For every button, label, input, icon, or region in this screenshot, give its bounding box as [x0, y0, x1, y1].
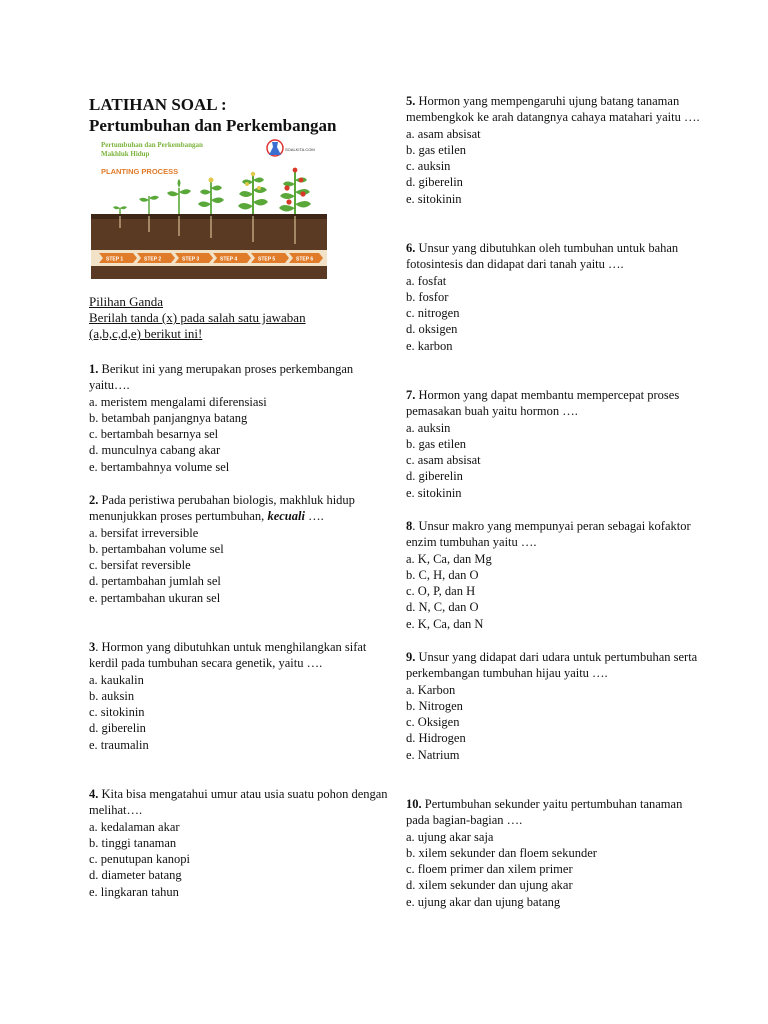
option-c: c. sitokinin [89, 705, 145, 720]
option-e: e. K, Ca, dan N [406, 616, 484, 631]
option-b: b. fosfor [406, 289, 449, 304]
option-c: c. floem primer dan xilem primer [406, 862, 573, 877]
option-b: b. Nitrogen [406, 698, 463, 713]
question-stem [406, 387, 706, 420]
option-e: e. karbon [406, 338, 453, 353]
option-list [89, 672, 389, 753]
option-list [406, 420, 706, 501]
option-d: d. oksigen [406, 322, 458, 337]
option-b: b. tinggi tanaman [89, 835, 177, 850]
question-stem [89, 492, 389, 525]
question-stem [406, 518, 706, 551]
question-text: Berikut ini yang merupakan proses perkembangan yaitu…. [89, 362, 354, 393]
option-c: c. Oksigen [406, 715, 460, 730]
option-e: e. pertambahan ukuran sel [89, 590, 221, 605]
option-e: e. traumalin [89, 737, 149, 752]
question-stem [89, 639, 389, 672]
question-stem [406, 93, 706, 126]
step-label-6: STEP 6 [296, 256, 314, 263]
question-number: 2. [89, 493, 99, 507]
option-d: d. giberelin [406, 175, 463, 190]
question-number: 7. [406, 388, 416, 402]
question-6 [406, 240, 706, 354]
option-a: a. meristem mengalami diferensiasi [89, 394, 267, 409]
step-label-2: STEP 2 [144, 256, 162, 263]
question-stem [89, 786, 389, 819]
option-e: e. sitokinin [406, 191, 462, 206]
option-d: d. N, C, dan O [406, 600, 479, 615]
question-text: Pada peristiwa perubahan biologis, makhluk hidup menunjukkan proses pertumbuhan, [89, 493, 355, 524]
question-number: 4. [89, 787, 99, 801]
question-stem [406, 649, 706, 682]
option-list [406, 829, 706, 910]
question-2 [89, 492, 389, 606]
question-number: 1. [89, 362, 99, 376]
page-title [89, 94, 389, 136]
question-tail: …. [304, 509, 324, 524]
option-a: a. bersifat irreversible [89, 525, 199, 540]
step-label-3: STEP 3 [182, 256, 200, 263]
option-c: c. O, P, dan H [406, 584, 476, 599]
question-4 [89, 786, 389, 900]
option-c: c. auksin [406, 159, 451, 174]
option-b: b. xilem sekunder dan floem sekunder [406, 845, 597, 860]
question-text: Kita bisa mengatahui umur atau usia suatu pohon dengan melihat…. [89, 787, 388, 818]
option-a: a. ujung akar saja [406, 829, 494, 844]
question-text: Unsur yang didapat dari udara untuk pertumbuhan serta perkembangan tumbuhan hijau yaitu …. [406, 650, 698, 681]
question-stem [406, 796, 706, 829]
option-c: c. nitrogen [406, 306, 460, 321]
option-b: b. gas etilen [406, 142, 467, 157]
illus-logo-text: SOALKITA.COM [285, 147, 315, 152]
question-number: 8 [406, 519, 413, 533]
option-b: b. auksin [89, 688, 135, 703]
option-c: c. bertambah besarnya sel [89, 427, 219, 442]
question-number: 10. [406, 797, 422, 811]
question-7 [406, 387, 706, 501]
illus-heading-2: Makhluk Hidup [101, 150, 150, 158]
option-a: a. Karbon [406, 682, 456, 697]
question-text: Hormon yang dapat membantu mempercepat proses pemasakan buah yaitu hormon …. [406, 388, 680, 419]
option-e: e. sitokinin [406, 485, 462, 500]
question-stem [89, 361, 389, 394]
instruction-line-1: Berilah tanda (x) pada salah satu jawaban [89, 310, 306, 325]
section-instruction [89, 310, 389, 342]
option-d: d. giberelin [406, 469, 463, 484]
question-8 [406, 518, 706, 632]
question-1 [89, 361, 389, 475]
option-b: b. gas etilen [406, 436, 467, 451]
option-d: d. munculnya cabang akar [89, 443, 221, 458]
question-text: . Hormon yang dibutuhkan untuk menghilangkan sifat kerdil pada tumbuhan secara genetik, yaitu …. [89, 640, 367, 671]
option-b: b. pertambahan volume sel [89, 541, 224, 556]
option-c: c. asam absisat [406, 453, 481, 468]
option-d: d. giberelin [89, 721, 146, 736]
section-intro [89, 294, 389, 342]
emphasis-kecuali: kecuali [267, 509, 305, 524]
option-list [89, 819, 389, 900]
option-d: d. Hidrogen [406, 731, 466, 746]
step-label-5: STEP 5 [258, 256, 276, 263]
option-b: b. C, H, dan O [406, 567, 479, 582]
planting-process-illustration [91, 138, 327, 279]
title-line-1: LATIHAN SOAL : [89, 95, 227, 114]
option-list [406, 273, 706, 354]
question-text: Pertumbuhan sekunder yaitu pertumbuhan tanaman pada bagian-bagian …. [406, 797, 683, 828]
option-a: a. kedalaman akar [89, 819, 180, 834]
question-number: 6. [406, 241, 416, 255]
option-list [89, 525, 389, 606]
option-list [406, 551, 706, 632]
option-a: a. auksin [406, 420, 451, 435]
question-text: . Unsur makro yang mempunyai peran sebagai kofaktor enzim tumbuhan yaitu …. [406, 519, 691, 550]
question-text: Hormon yang mempengaruhi ujung batang tanaman membengkok ke arah datangnya cahaya matahari yaitu …. [406, 94, 700, 125]
option-e: e. ujung akar dan ujung batang [406, 894, 561, 909]
question-3 [89, 639, 389, 753]
title-line-2: Pertumbuhan dan Perkembangan [89, 116, 337, 135]
step-label-1: STEP 1 [106, 256, 124, 263]
question-number: 9. [406, 650, 416, 664]
option-list [89, 394, 389, 475]
option-c: c. bersifat reversible [89, 558, 191, 573]
illus-subheading: PLANTING PROCESS [101, 167, 179, 176]
planting-process-graphic [91, 138, 327, 279]
question-5 [406, 93, 706, 207]
question-stem [406, 240, 706, 273]
illus-heading-1: Pertumbuhan dan Perkembangan [101, 141, 203, 149]
question-number: 5. [406, 94, 416, 108]
section-heading: Pilihan Ganda [89, 294, 164, 309]
option-a: a. asam absisat [406, 126, 481, 141]
option-e: e. lingkaran tahun [89, 884, 179, 899]
question-number: 3 [89, 640, 96, 654]
question-text: Unsur yang dibutuhkan oleh tumbuhan untuk bahan fotosintesis dan didapat dari tanah yaitu …. [406, 241, 679, 272]
option-a: a. fosfat [406, 273, 447, 288]
instruction-line-2: (a,b,c,d,e) berikut ini! [89, 326, 203, 341]
option-c: c. penutupan kanopi [89, 852, 191, 867]
option-d: d. xilem sekunder dan ujung akar [406, 878, 573, 893]
option-e: e. Natrium [406, 747, 460, 762]
option-a: a. kaukalin [89, 672, 144, 687]
step-label-4: STEP 4 [220, 256, 238, 263]
option-b: b. betambah panjangnya batang [89, 410, 248, 425]
question-9 [406, 649, 706, 763]
option-d: d. diameter batang [89, 868, 182, 883]
option-d: d. pertambahan jumlah sel [89, 574, 221, 589]
question-10 [406, 796, 706, 910]
option-list [406, 682, 706, 763]
option-a: a. K, Ca, dan Mg [406, 551, 492, 566]
option-e: e. bertambahnya volume sel [89, 459, 230, 474]
option-list [406, 126, 706, 207]
